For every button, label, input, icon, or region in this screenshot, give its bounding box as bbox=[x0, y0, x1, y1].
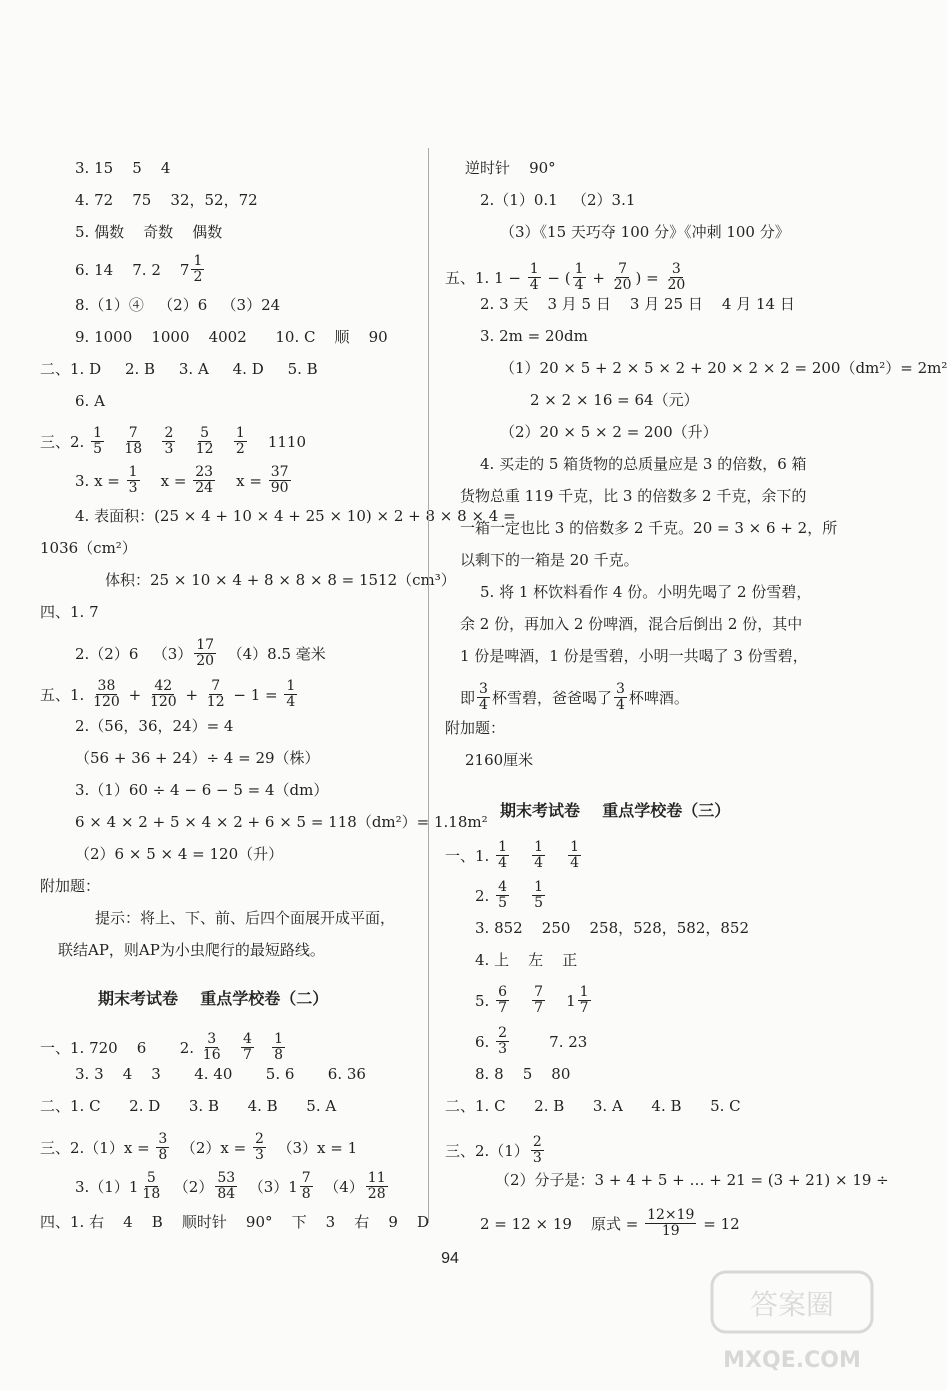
answer-text: 5. bbox=[475, 991, 495, 1010]
numerator: 6 bbox=[498, 984, 508, 1000]
section-title bbox=[500, 798, 730, 821]
answer-line bbox=[465, 750, 533, 770]
answer-line bbox=[480, 326, 588, 346]
fraction bbox=[122, 426, 144, 457]
answer-text: （4） bbox=[314, 1177, 364, 1196]
answer-line bbox=[530, 390, 699, 410]
fraction bbox=[91, 426, 104, 457]
fraction bbox=[127, 465, 140, 496]
denominator: 4 bbox=[570, 855, 580, 871]
answer-text: 二、1. C 2. D 3. B 4. B 5. A bbox=[40, 1097, 337, 1115]
answer-line bbox=[40, 426, 306, 457]
watermark-label: 答案圈 bbox=[749, 1288, 835, 1321]
numerator: 53 bbox=[217, 1170, 236, 1186]
numerator: 2 bbox=[164, 425, 174, 441]
answer-line bbox=[480, 582, 811, 602]
answer-line bbox=[445, 840, 583, 871]
answer-line bbox=[40, 1096, 336, 1116]
answer-text: 7. 23 bbox=[511, 1032, 588, 1051]
answer-text bbox=[177, 432, 191, 452]
answer-text: （2）20 × 5 × 2 = 200（升） bbox=[500, 423, 718, 441]
denominator: 7 bbox=[242, 1047, 252, 1063]
fraction bbox=[366, 1171, 388, 1202]
answer-line bbox=[445, 1096, 741, 1116]
denominator: 7 bbox=[579, 1000, 589, 1016]
numerator: 2 bbox=[532, 1134, 542, 1150]
answer-line bbox=[40, 876, 100, 896]
fraction bbox=[496, 1026, 509, 1057]
numerator: 1 bbox=[498, 839, 508, 855]
answer-text bbox=[225, 1038, 239, 1058]
answer-text: 2 = 12 × 19 原式 = bbox=[480, 1214, 644, 1233]
denominator: 16 bbox=[202, 1047, 221, 1063]
answer-line bbox=[75, 465, 293, 496]
answer-text: + bbox=[180, 685, 203, 704]
fraction bbox=[194, 638, 216, 669]
answer-text: 1 份是啤酒，1 份是雪碧，小明一共喝了 3 份雪碧， bbox=[460, 647, 808, 665]
fraction bbox=[300, 1171, 313, 1202]
answer-text: 杯雪碧，爸爸喝了 bbox=[491, 688, 612, 707]
denominator: 120 bbox=[149, 694, 177, 710]
fraction bbox=[156, 1132, 169, 1163]
denominator: 120 bbox=[93, 694, 120, 710]
denominator: 4 bbox=[286, 694, 296, 710]
answer-line bbox=[480, 190, 635, 210]
answer-text: （1）20 × 5 + 2 × 5 × 2 + 20 × 2 × 2 = 200（dm²）= 2m² bbox=[500, 359, 947, 377]
answer-text: 4. 72 75 32，52，72 bbox=[75, 191, 258, 209]
answer-text: ) = bbox=[635, 268, 664, 287]
answer-line bbox=[40, 538, 137, 558]
denominator: 3 bbox=[255, 1147, 264, 1163]
answer-text: （3）x = 1 bbox=[267, 1138, 358, 1157]
numerator: 1 bbox=[274, 1031, 284, 1047]
answer-line bbox=[75, 748, 320, 768]
fraction bbox=[162, 426, 175, 457]
watermark-text: MXQE.COM bbox=[723, 1348, 861, 1373]
fraction bbox=[612, 262, 634, 293]
answer-text bbox=[511, 886, 530, 906]
answer-line bbox=[495, 1170, 889, 1190]
answer-line bbox=[475, 880, 547, 911]
answer-line bbox=[475, 918, 749, 938]
answer-line bbox=[475, 1026, 587, 1057]
numerator: 1 bbox=[534, 839, 544, 855]
answer-line bbox=[475, 985, 593, 1016]
answer-text: 2 × 2 × 16 = 64（元） bbox=[530, 391, 699, 409]
answer-text: 9. 1000 1000 4002 10. C 顺 90 bbox=[75, 328, 388, 346]
denominator: 7 bbox=[498, 1000, 508, 1016]
answer-line bbox=[75, 327, 388, 347]
answer-line bbox=[460, 518, 837, 538]
answer-text: − 1 = bbox=[228, 685, 283, 704]
denominator: 12 bbox=[195, 441, 214, 457]
fraction bbox=[234, 426, 247, 457]
fraction bbox=[578, 985, 591, 1016]
numerator: 1 bbox=[579, 984, 589, 1000]
answer-text: 2. 3 天 3 月 5 日 3 月 25 日 4 月 14 日 bbox=[480, 295, 795, 313]
answer-line bbox=[40, 1212, 429, 1232]
answer-text: 三、2.（1） bbox=[445, 1141, 529, 1160]
answer-text: 5. 偶数 奇数 偶数 bbox=[75, 223, 223, 241]
numerator: 42 bbox=[154, 678, 173, 694]
fraction bbox=[194, 426, 216, 457]
fraction bbox=[284, 679, 297, 710]
answer-text: 3. 15 5 4 bbox=[75, 159, 171, 177]
answer-text: 联结AP，则AP为小虫爬行的最短路线。 bbox=[58, 941, 325, 959]
answer-line bbox=[460, 646, 808, 666]
answer-line bbox=[40, 1132, 357, 1163]
answer-text bbox=[146, 432, 160, 452]
denominator: 3 bbox=[128, 480, 138, 496]
answer-line bbox=[75, 812, 488, 832]
numerator: 12×19 bbox=[647, 1207, 695, 1223]
answer-line bbox=[40, 602, 99, 622]
answer-line bbox=[75, 158, 170, 178]
answer-text: 6. 14 7. 2 7 bbox=[75, 260, 190, 279]
answer-text: 期末考试卷 重点学校卷（二） bbox=[98, 989, 329, 1008]
numerator: 4 bbox=[242, 1031, 252, 1047]
denominator: 2 bbox=[235, 441, 245, 457]
numerator: 7 bbox=[211, 678, 221, 694]
fraction bbox=[573, 262, 586, 293]
answer-text: 4. 表面积：(25 × 4 + 10 × 4 + 25 × 10) × 2 + 8 × 8 × 4 = bbox=[75, 507, 516, 525]
answer-line bbox=[465, 158, 556, 178]
numerator: 1 bbox=[93, 425, 103, 441]
answer-line bbox=[75, 844, 283, 864]
denominator: 4 bbox=[479, 697, 488, 713]
answer-text: 逆时针 90° bbox=[465, 159, 556, 177]
answer-text: 三、2.（1）x = bbox=[40, 1138, 155, 1157]
answer-line bbox=[75, 222, 222, 242]
denominator: 7 bbox=[534, 1000, 544, 1016]
fraction bbox=[148, 679, 179, 710]
answer-text: （56 + 36 + 24）÷ 4 = 29（株） bbox=[75, 749, 320, 767]
answer-text: （2） bbox=[164, 1177, 214, 1196]
denominator: 84 bbox=[217, 1186, 236, 1202]
answer-text: 附加题： bbox=[40, 877, 101, 895]
numerator: 1 bbox=[235, 425, 245, 441]
numerator: 1 bbox=[574, 261, 584, 277]
answer-text: 3. x = bbox=[75, 471, 125, 490]
answer-text bbox=[256, 1038, 270, 1058]
answer-text: 杯啤酒。 bbox=[628, 688, 689, 707]
numerator: 7 bbox=[534, 984, 544, 1000]
fraction bbox=[253, 1132, 266, 1163]
answer-line bbox=[40, 1032, 287, 1063]
answer-line bbox=[75, 190, 258, 210]
denominator: 19 bbox=[661, 1223, 680, 1239]
numerator: 11 bbox=[367, 1170, 386, 1186]
fraction bbox=[496, 840, 509, 871]
answer-line bbox=[75, 506, 516, 526]
answer-text: x = bbox=[141, 471, 192, 490]
answer-text: 2.（2）6 （3） bbox=[75, 644, 193, 663]
fraction bbox=[205, 679, 227, 710]
answer-text: 8.（1）④ （2）6 （3）24 bbox=[75, 296, 281, 314]
denominator: 2 bbox=[193, 269, 203, 285]
denominator: 4 bbox=[498, 855, 508, 871]
fraction bbox=[532, 880, 545, 911]
answer-line bbox=[75, 780, 328, 800]
answer-line bbox=[445, 1135, 546, 1166]
answer-line bbox=[475, 950, 577, 970]
numerator: 7 bbox=[128, 425, 138, 441]
numerator: 4 bbox=[498, 879, 508, 895]
answer-text: 期末考试卷 重点学校卷（三） bbox=[500, 801, 731, 820]
answer-text: 二、1. C 2. B 3. A 4. B 5. C bbox=[445, 1097, 741, 1115]
numerator: 3 bbox=[671, 261, 681, 277]
answer-text: 即 bbox=[460, 688, 476, 707]
fraction bbox=[140, 1171, 162, 1202]
answer-text: x = bbox=[217, 471, 267, 490]
numerator: 1 bbox=[529, 261, 539, 277]
answer-text bbox=[218, 432, 232, 452]
answer-text: 3. 3 4 3 4. 40 5. 6 6. 36 bbox=[75, 1065, 366, 1083]
denominator: 3 bbox=[532, 1150, 542, 1166]
answer-text: 6. bbox=[475, 1032, 495, 1051]
answer-text: 3. 2m = 20dm bbox=[480, 327, 588, 345]
answer-line bbox=[75, 254, 206, 285]
fraction bbox=[215, 1171, 237, 1202]
answer-text: 四、1. 右 4 B 顺时针 90° 下 3 右 9 D bbox=[40, 1213, 429, 1231]
answer-line bbox=[75, 1064, 366, 1084]
answer-text: 1036（cm²） bbox=[40, 539, 137, 557]
numerator: 2 bbox=[498, 1025, 508, 1041]
answer-text: （3）《15 天巧夺 100 分》《冲刺 100 分》 bbox=[500, 223, 790, 241]
fraction bbox=[528, 262, 541, 293]
answer-text: 8. 8 5 80 bbox=[475, 1065, 571, 1083]
denominator: 24 bbox=[195, 480, 214, 496]
answer-line bbox=[480, 454, 807, 474]
answer-text: 3.（1）1 bbox=[75, 1177, 139, 1196]
denominator: 90 bbox=[270, 480, 289, 496]
answer-line bbox=[460, 486, 806, 506]
fraction bbox=[272, 1032, 285, 1063]
answer-text: 5. 将 1 杯饮料看作 4 份。小明先喝了 2 份雪碧， bbox=[480, 583, 812, 601]
answer-text: 一、1. bbox=[445, 846, 495, 865]
fraction bbox=[614, 682, 627, 713]
answer-text: 余 2 份，再加入 2 份啤酒，混合后倒出 2 份，其中 bbox=[460, 615, 803, 633]
numerator: 3 bbox=[158, 1131, 168, 1147]
answer-text: 2.（56，36，24）= 4 bbox=[75, 717, 234, 735]
denominator: 12 bbox=[206, 694, 225, 710]
numerator: 1 bbox=[128, 464, 138, 480]
answer-text: 6 × 4 × 2 + 5 × 4 × 2 + 6 × 5 = 118（dm²）= 1.18m² bbox=[75, 813, 488, 831]
answer-line bbox=[75, 638, 326, 669]
denominator: 8 bbox=[158, 1147, 168, 1163]
answer-text: 2.（1）0.1 （2）3.1 bbox=[480, 191, 636, 209]
numerator: 7 bbox=[618, 261, 628, 277]
answer-line bbox=[475, 1064, 570, 1084]
denominator: 8 bbox=[301, 1186, 311, 1202]
fraction bbox=[532, 985, 545, 1016]
denominator: 20 bbox=[196, 653, 215, 669]
page-number: 94 bbox=[441, 1250, 459, 1267]
numerator: 1 bbox=[286, 678, 296, 694]
answer-text: 2. bbox=[475, 886, 495, 905]
answer-text: （2）x = bbox=[171, 1138, 251, 1157]
answer-text: 四、1. 7 bbox=[40, 603, 99, 621]
fraction bbox=[568, 840, 581, 871]
answer-line bbox=[58, 940, 325, 960]
answer-line bbox=[500, 422, 718, 442]
fraction bbox=[665, 262, 687, 293]
numerator: 3 bbox=[479, 681, 488, 697]
answer-text bbox=[547, 846, 566, 866]
fraction bbox=[241, 1032, 254, 1063]
fraction bbox=[496, 985, 509, 1016]
numerator: 37 bbox=[270, 464, 289, 480]
answer-text: 三、2. bbox=[40, 432, 90, 451]
numerator: 38 bbox=[97, 678, 116, 694]
denominator: 4 bbox=[574, 277, 584, 293]
answer-line bbox=[480, 294, 795, 314]
answer-text: 二、1. D 2. B 3. A 4. D 5. B bbox=[40, 360, 318, 378]
denominator: 18 bbox=[124, 441, 143, 457]
denominator: 18 bbox=[142, 1186, 161, 1202]
answer-text: （2）6 × 5 × 4 = 120（升） bbox=[75, 845, 284, 863]
watermark-logo bbox=[702, 1262, 882, 1382]
answer-line bbox=[460, 682, 689, 713]
answer-text: 货物总重 119 千克，比 3 的倍数多 2 千克，余下的 bbox=[460, 487, 807, 505]
denominator: 3 bbox=[498, 1041, 508, 1057]
fraction bbox=[191, 254, 204, 285]
answer-line bbox=[460, 614, 802, 634]
fraction bbox=[645, 1208, 696, 1239]
denominator: 4 bbox=[615, 697, 625, 713]
answer-text: （3）1 bbox=[239, 1177, 298, 1196]
denominator: 5 bbox=[498, 895, 508, 911]
fraction bbox=[201, 1032, 223, 1063]
numerator: 5 bbox=[200, 425, 210, 441]
fraction bbox=[193, 465, 215, 496]
answer-line bbox=[40, 359, 318, 379]
denominator: 4 bbox=[534, 855, 544, 871]
answer-text: 4. 上 左 正 bbox=[475, 951, 578, 969]
answer-text: 一、1. 720 6 2. bbox=[40, 1038, 199, 1057]
denominator: 5 bbox=[93, 441, 103, 457]
fraction bbox=[496, 880, 509, 911]
answer-text: 体积：25 × 10 × 4 + 8 × 8 × 8 = 1512（cm³） bbox=[105, 571, 456, 589]
column-divider bbox=[428, 148, 429, 1223]
denominator: 28 bbox=[367, 1186, 386, 1202]
numerator: 17 bbox=[196, 637, 215, 653]
numerator: 23 bbox=[195, 464, 214, 480]
fraction bbox=[531, 1135, 544, 1166]
section-title bbox=[98, 986, 328, 1009]
denominator: 3 bbox=[164, 441, 174, 457]
answer-text: 6. A bbox=[75, 392, 105, 410]
answer-text: 3. 852 250 258，528，582，852 bbox=[475, 919, 750, 937]
numerator: 1 bbox=[193, 253, 203, 269]
fraction bbox=[91, 679, 122, 710]
numerator: 7 bbox=[301, 1170, 311, 1186]
denominator: 5 bbox=[534, 895, 544, 911]
answer-line bbox=[105, 570, 456, 590]
fraction bbox=[477, 682, 490, 713]
answer-text: + bbox=[587, 268, 610, 287]
numerator: 1 bbox=[570, 839, 580, 855]
answer-line bbox=[445, 262, 689, 293]
fraction bbox=[269, 465, 291, 496]
answer-line bbox=[460, 550, 639, 570]
answer-text: （2）分子是：3 + 4 + 5 + … + 21 = (3 + 21) × 19 ÷ bbox=[495, 1171, 889, 1189]
answer-text: − ( bbox=[542, 268, 571, 287]
answer-text bbox=[106, 432, 120, 452]
answer-text: + bbox=[123, 685, 146, 704]
denominator: 20 bbox=[613, 277, 632, 293]
answer-text bbox=[511, 991, 530, 1011]
answer-text: 1110 bbox=[248, 432, 307, 451]
answer-line bbox=[480, 1208, 740, 1239]
answer-line bbox=[40, 679, 299, 710]
answer-text: 4. 买走的 5 箱货物的总质量应是 3 的倍数，6 箱 bbox=[480, 455, 807, 473]
answer-line bbox=[445, 718, 505, 738]
answer-text: = 12 bbox=[698, 1214, 740, 1233]
numerator: 3 bbox=[615, 681, 625, 697]
answer-text: 3.（1）60 ÷ 4 − 6 − 5 = 4（dm） bbox=[75, 781, 329, 799]
answer-text: 1 bbox=[547, 991, 576, 1010]
numerator: 5 bbox=[146, 1170, 156, 1186]
answer-text: 五、1. bbox=[40, 685, 90, 704]
answer-line bbox=[75, 716, 233, 736]
answer-line bbox=[500, 358, 947, 378]
answer-line bbox=[75, 391, 105, 411]
answer-line bbox=[75, 295, 280, 315]
answer-text: （4）8.5 毫米 bbox=[218, 644, 326, 663]
denominator: 4 bbox=[529, 277, 539, 293]
answer-line bbox=[75, 1171, 390, 1202]
answer-text bbox=[511, 846, 530, 866]
answer-text: 以剩下的一箱是 20 千克。 bbox=[460, 551, 639, 569]
denominator: 8 bbox=[274, 1047, 284, 1063]
answer-text: 五、1. 1 − bbox=[445, 268, 526, 287]
answer-text: 附加题： bbox=[445, 719, 506, 737]
answer-line bbox=[95, 908, 395, 928]
fraction bbox=[532, 840, 545, 871]
numerator: 2 bbox=[255, 1131, 264, 1147]
answer-text: 一箱一定也比 3 的倍数多 2 千克。20 = 3 × 6 + 2，所 bbox=[460, 519, 838, 537]
numerator: 1 bbox=[534, 879, 544, 895]
answer-text: 2160厘米 bbox=[465, 751, 534, 769]
numerator: 3 bbox=[207, 1031, 217, 1047]
denominator: 20 bbox=[667, 277, 686, 293]
answer-line bbox=[500, 222, 790, 242]
answer-text: 提示：将上、下、前、后四个面展开成平面， bbox=[95, 909, 396, 927]
